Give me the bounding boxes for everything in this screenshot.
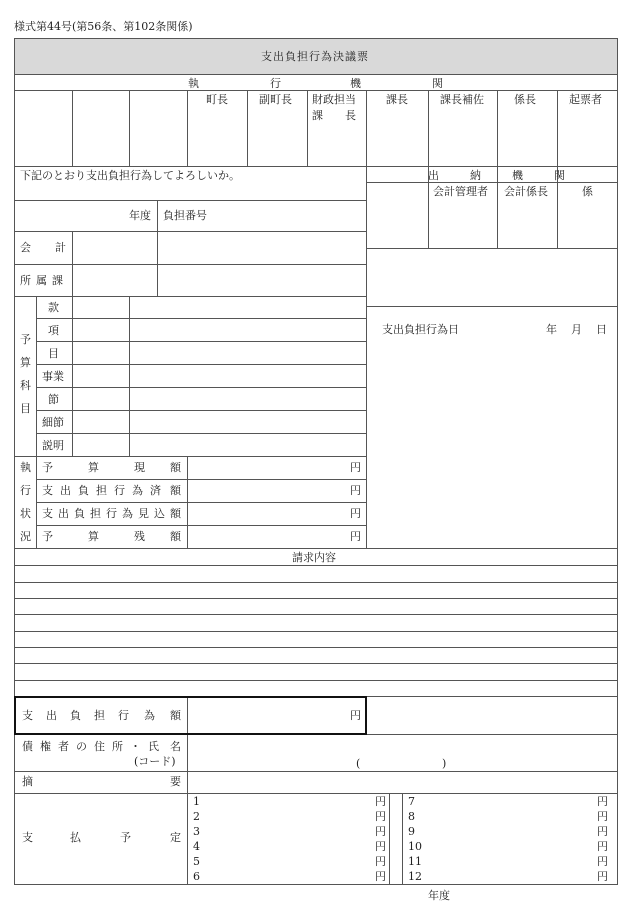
jokyo-r2-c4: 担 xyxy=(96,484,107,497)
jokyo-r2-c5: 行 xyxy=(114,484,125,497)
sched-num-2: 2 xyxy=(193,810,200,823)
sched-unit-10: 円 xyxy=(597,840,608,853)
role-fukuchocho: 副町長 xyxy=(259,93,292,106)
jokyo-r3-c2: 出 xyxy=(58,507,69,520)
jokyo-r3-c3: 負 xyxy=(74,507,85,520)
shiharai-1: 支 xyxy=(22,831,33,844)
jokyo-r2-c6: 為 xyxy=(132,484,143,497)
jokyo-r2-c3: 負 xyxy=(78,484,89,497)
saikensha-open-paren: ( xyxy=(356,757,361,770)
role-kacho-hosa: 課長補佐 xyxy=(440,93,484,106)
saikensha-5: 住 xyxy=(94,740,105,753)
nendo-label: 年度 xyxy=(129,209,151,222)
sched-num-5: 5 xyxy=(193,855,200,868)
shozoku-1: 所 xyxy=(20,274,31,287)
seikyu-naiyo-label: 請求内容 xyxy=(292,551,336,564)
sched-unit-1: 円 xyxy=(375,795,386,808)
saikensha-7: ・ xyxy=(130,740,141,753)
jokyo-r1-c3: 現 xyxy=(134,461,145,474)
sched-num-3: 3 xyxy=(193,825,200,838)
jokyo-r3-c4: 担 xyxy=(90,507,101,520)
shishutsu-date-day: 日 xyxy=(596,323,607,336)
sched-unit-5: 円 xyxy=(375,855,386,868)
form-title: 支出負担行為決議票 xyxy=(261,50,369,63)
sched-num-7: 7 xyxy=(408,795,415,808)
role-kakaricho: 係長 xyxy=(514,93,536,106)
approval-text: 下記のとおり支出負担行為してよろしいか。 xyxy=(20,169,240,182)
sched-unit-4: 円 xyxy=(375,840,386,853)
role-kaikei-kakaricho: 会計係長 xyxy=(504,185,548,198)
kamoku-kan: 款 xyxy=(48,301,59,314)
shishutsu-date-month: 月 xyxy=(571,323,582,336)
jokyo-r2-c8: 額 xyxy=(170,484,181,497)
kamoku-setsumei: 説明 xyxy=(42,439,64,452)
futan-bango-label: 負担番号 xyxy=(163,209,207,222)
total-label-3: 負 xyxy=(70,709,81,722)
shiharai-2: 払 xyxy=(70,831,81,844)
jokyo-r1-c4: 額 xyxy=(170,461,181,474)
jokyo-side-4: 況 xyxy=(20,530,31,543)
role-kaikei-kanrisha: 会計管理者 xyxy=(433,185,488,198)
kamoku-moku: 目 xyxy=(48,347,59,360)
shikko-header-2: 行 xyxy=(270,77,281,90)
kamoku-setsu: 節 xyxy=(48,393,59,406)
role-zaisei-kacho: 課 長 xyxy=(312,109,356,122)
jokyo-r3-c1: 支 xyxy=(42,507,53,520)
yosan-side-3: 科 xyxy=(20,379,31,392)
shiharai-3: 予 xyxy=(120,831,131,844)
kamoku-jigyo: 事業 xyxy=(42,370,64,383)
suito-header-1: 出 xyxy=(428,169,439,182)
jokyo-r4-c1: 予 xyxy=(42,530,53,543)
saikensha-3: 者 xyxy=(58,740,69,753)
footer-nendo: 年度 xyxy=(428,889,450,902)
yosan-side-1: 予 xyxy=(20,333,31,346)
sched-num-4: 4 xyxy=(193,840,200,853)
sched-unit-8: 円 xyxy=(597,810,608,823)
role-kakari: 係 xyxy=(582,185,593,198)
jokyo-r1-unit: 円 xyxy=(350,461,361,474)
jokyo-r4-c2: 算 xyxy=(88,530,99,543)
kamoku-saisetsu: 細節 xyxy=(42,416,64,429)
shikko-header-1: 執 xyxy=(188,77,199,90)
yosan-side-4: 目 xyxy=(20,402,31,415)
saikensha-2: 権 xyxy=(40,740,51,753)
suito-header-3: 機 xyxy=(512,169,523,182)
shikko-header-4: 関 xyxy=(432,77,443,90)
total-label-4: 担 xyxy=(94,709,105,722)
jokyo-r3-c9: 額 xyxy=(170,507,181,520)
total-label-2: 出 xyxy=(46,709,57,722)
total-label-1: 支 xyxy=(22,709,33,722)
yosan-side-2: 算 xyxy=(20,356,31,369)
suito-header-4: 関 xyxy=(554,169,565,182)
tekiyo-1: 摘 xyxy=(22,775,33,788)
total-unit: 円 xyxy=(350,709,361,722)
shozoku-3: 課 xyxy=(52,274,63,287)
jokyo-side-2: 行 xyxy=(20,484,31,497)
jokyo-r3-c5: 行 xyxy=(106,507,117,520)
role-chocho: 町長 xyxy=(206,93,228,106)
suito-header-2: 納 xyxy=(470,169,481,182)
sched-num-1: 1 xyxy=(193,795,200,808)
jokyo-r3-c8: 込 xyxy=(154,507,165,520)
sched-unit-7: 円 xyxy=(597,795,608,808)
form-caption: 様式第44号(第56条、第102条関係) xyxy=(14,20,193,33)
jokyo-r4-c4: 額 xyxy=(170,530,181,543)
sched-num-6: 6 xyxy=(193,870,200,883)
role-kacho: 課長 xyxy=(386,93,408,106)
kaikei-1: 会 xyxy=(20,241,31,254)
jokyo-r2-c2: 出 xyxy=(60,484,71,497)
jokyo-r3-c6: 為 xyxy=(122,507,133,520)
kaikei-2: 計 xyxy=(55,241,66,254)
shishutsu-date-year: 年 xyxy=(546,323,557,336)
total-label-7: 額 xyxy=(170,709,181,722)
saikensha-6: 所 xyxy=(112,740,123,753)
saikensha-code: (コード) xyxy=(134,755,176,768)
shiharai-4: 定 xyxy=(170,831,181,844)
saikensha-8: 氏 xyxy=(148,740,159,753)
sched-num-12: 12 xyxy=(408,870,422,883)
role-zaisei-tanto: 財政担当 xyxy=(312,93,356,106)
sched-unit-2: 円 xyxy=(375,810,386,823)
shozoku-2: 属 xyxy=(36,274,47,287)
shishutsu-date-label: 支出負担行為日 xyxy=(382,323,459,336)
saikensha-close-paren: ) xyxy=(442,757,447,770)
total-amount-box xyxy=(14,696,367,735)
jokyo-r3-c7: 見 xyxy=(138,507,149,520)
saikensha-4: の xyxy=(76,740,87,753)
tekiyo-2: 要 xyxy=(170,775,181,788)
sched-num-9: 9 xyxy=(408,825,415,838)
jokyo-r2-c1: 支 xyxy=(42,484,53,497)
jokyo-r4-c3: 残 xyxy=(134,530,145,543)
jokyo-r3-unit: 円 xyxy=(350,507,361,520)
sched-unit-6: 円 xyxy=(375,870,386,883)
kamoku-ko: 項 xyxy=(48,324,59,337)
role-kihyosha: 起票者 xyxy=(569,93,602,106)
jokyo-side-1: 執 xyxy=(20,461,31,474)
sched-unit-11: 円 xyxy=(597,855,608,868)
sched-num-11: 11 xyxy=(408,855,422,868)
jokyo-r1-c1: 予 xyxy=(42,461,53,474)
saikensha-1: 債 xyxy=(22,740,33,753)
jokyo-r1-c2: 算 xyxy=(88,461,99,474)
total-label-5: 行 xyxy=(118,709,129,722)
jokyo-side-3: 状 xyxy=(20,507,31,520)
sched-unit-12: 円 xyxy=(597,870,608,883)
jokyo-r2-c7: 済 xyxy=(150,484,161,497)
jokyo-r4-unit: 円 xyxy=(350,530,361,543)
jokyo-r2-unit: 円 xyxy=(350,484,361,497)
sched-num-8: 8 xyxy=(408,810,415,823)
total-label-6: 為 xyxy=(144,709,155,722)
sched-unit-9: 円 xyxy=(597,825,608,838)
saikensha-9: 名 xyxy=(170,740,181,753)
shikko-header-3: 機 xyxy=(350,77,361,90)
sched-unit-3: 円 xyxy=(375,825,386,838)
sched-num-10: 10 xyxy=(408,840,422,853)
